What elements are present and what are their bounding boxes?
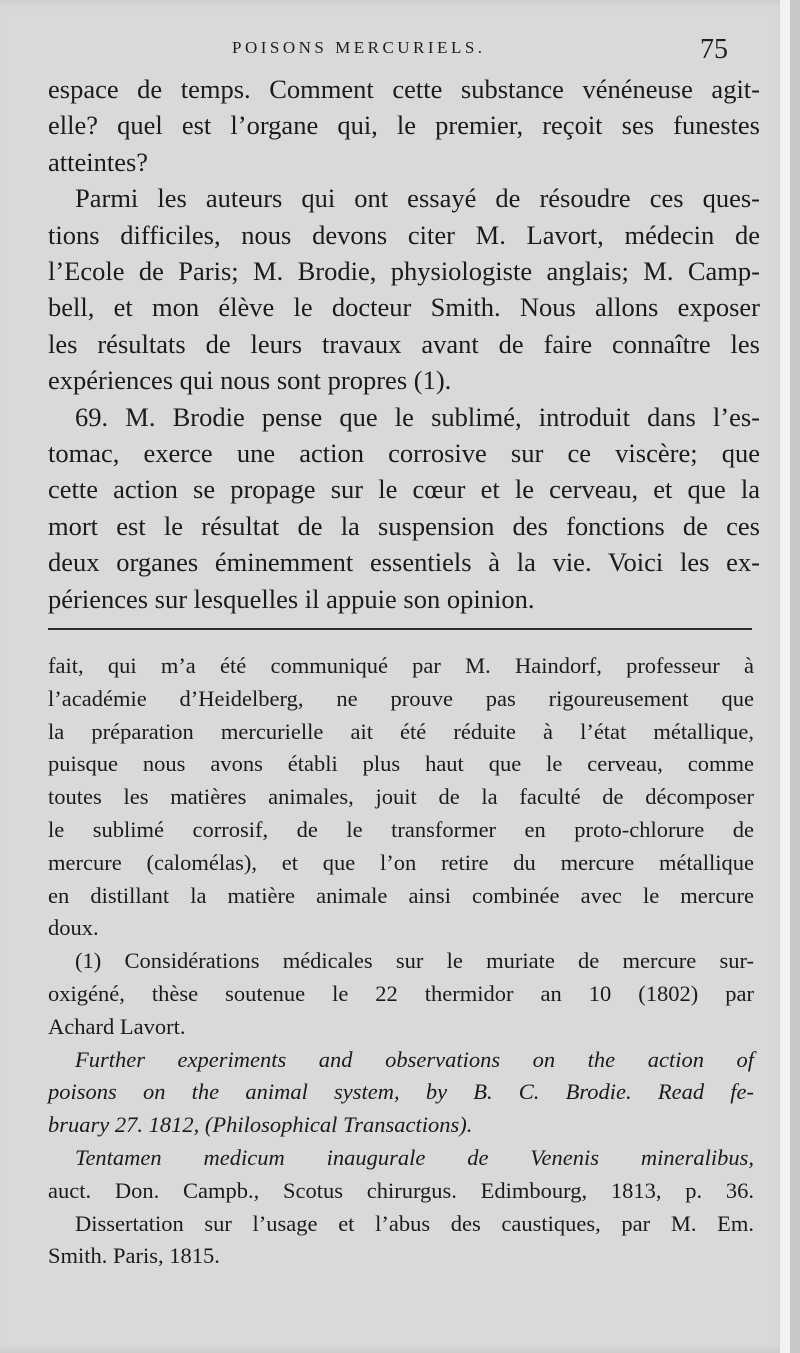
footnote-line: le sublimé corrosif, de le transformer en proto-chlorure de — [48, 816, 754, 842]
footnotes — [48, 650, 754, 1273]
footnote-line: mercure (calomélas), et que l’on retire du mercure métallique — [48, 849, 754, 875]
text-line: Parmi les auteurs qui ont essayé de résoudre ces ques- — [75, 183, 760, 214]
footnote-line: Tentamen medicum inaugurale de Venenis mineralibus, — [75, 1144, 754, 1170]
text-line: 69. M. Brodie pense que le sublimé, introduit dans l’es- — [75, 401, 760, 432]
running-title: POISONS MERCURIELS. — [232, 38, 486, 57]
footnote-line: Achard Lavort. — [48, 1013, 186, 1039]
footnote-line: doux. — [48, 915, 99, 941]
text-line: atteintes? — [48, 146, 149, 177]
text-line: expériences qui nous sont propres (1). — [48, 365, 452, 396]
text-line: deux organes éminemment essentiels à la vie. Voici les ex- — [48, 547, 760, 578]
footnote-line: oxigéné, thèse soutenue le 22 thermidor an 10 (1802) par — [48, 980, 754, 1006]
footnote-line: Further experiments and observations on the action of — [75, 1046, 754, 1072]
footnote-line: Dissertation sur l’usage et l’abus des caustiques, par M. Em. — [75, 1210, 754, 1236]
text-line: mort est le résultat de la suspension des fonctions de ces — [48, 510, 760, 541]
footnote-line: en distillant la matière animale ainsi combinée avec le mercure — [48, 882, 754, 908]
page-header — [0, 34, 790, 64]
footnote-line: bruary 27. 1812, (Philosophical Transactions). — [48, 1112, 473, 1138]
footnote-line: fait, qui m’a été communiqué par M. Haindorf, professeur à — [48, 653, 754, 678]
text-line: cette action se propage sur le cœur et le cerveau, et que la — [48, 474, 760, 505]
text-line: les résultats de leurs travaux avant de faire connaître les — [48, 328, 760, 359]
text-line: espace de temps. Comment cette substance vénéneuse agit- — [48, 74, 760, 104]
footnote-line: la préparation mercurielle ait été réduite à l’état métallique, — [48, 718, 754, 744]
footnote-line: l’académie d’Heidelberg, ne prouve pas rigoureusement que — [48, 685, 754, 711]
text-line: tomac, exerce une action corrosive sur ce viscère; que — [48, 438, 760, 469]
text-line: bell, et mon élève le docteur Smith. Nous allons exposer — [48, 292, 760, 323]
footnote-rule — [48, 628, 752, 630]
text-line: l’Ecole de Paris; M. Brodie, physiologiste anglais; M. Camp- — [48, 256, 760, 287]
main-text — [48, 71, 760, 617]
footnote-line: auct. Don. Campb., Scotus chirurgus. Edimbourg, 1813, p. 36. — [48, 1177, 754, 1203]
footnote-line: toutes les matières animales, jouit de la faculté de décomposer — [48, 784, 754, 810]
page-number: 75 — [700, 34, 728, 65]
footnote-line: puisque nous avons établi plus haut que le cerveau, comme — [48, 751, 754, 777]
footnote-line: poisons on the animal system, by B. C. Brodie. Read fe- — [48, 1079, 754, 1105]
text-line: périences sur lesquelles il appuie son opinion. — [48, 583, 535, 614]
text-line: elle? quel est l’organe qui, le premier, reçoit ses funestes — [48, 110, 760, 141]
footnote-line: (1) Considérations médicales sur le muriate de mercure sur- — [75, 948, 754, 974]
text-line: tions difficiles, nous devons citer M. Lavort, médecin de — [48, 219, 760, 250]
footnote-line: Smith. Paris, 1815. — [48, 1243, 220, 1269]
page-edge — [780, 0, 790, 1353]
